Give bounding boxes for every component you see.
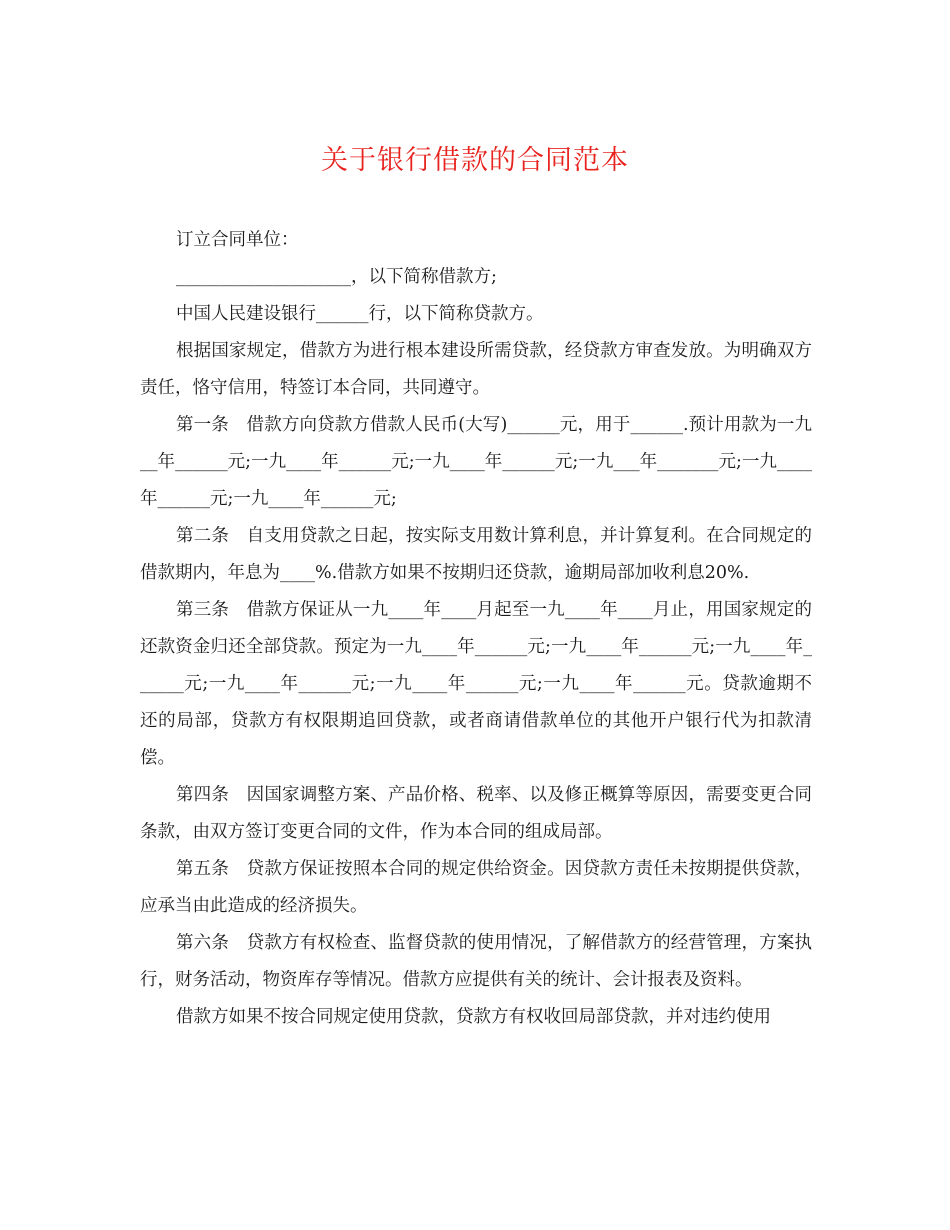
paragraph-article-5: 第五条 贷款方保证按照本合同的规定供给资金。因贷款方责任未按期提供贷款，应承当由此造成的经济损失。	[140, 859, 812, 916]
paragraph-lender: 中国人民建设银行______行，以下简称贷款方。	[176, 304, 544, 324]
paragraph-article-1: 第一条 借款方向贷款方借款人民币(大写)______元，用于______.预计用款为一九__年______元;一九____年______元;一九____年______元;一九___年_______元;一九____年______元;一九____年______元;	[140, 415, 812, 509]
document-body	[140, 222, 812, 1036]
paragraph-article-4: 第四条 因国家调整方案、产品价格、税率、以及修正概算等原因，需要变更合同条款，由双方签订变更合同的文件，作为本合同的组成局部。	[140, 785, 812, 842]
paragraph-article-6-cont: 借款方如果不按合同规定使用贷款，贷款方有权收回局部贷款，并对违约使用	[176, 1007, 771, 1027]
paragraph-contract-parties: 订立合同单位：	[176, 230, 299, 250]
document-title: 关于银行借款的合同范本	[321, 145, 629, 176]
paragraph-article-6: 第六条 贷款方有权检查、监督贷款的使用情况，了解借款方的经营管理，方案执行，财务活动，物资库存等情况。借款方应提供有关的统计、会计报表及资料。	[140, 933, 812, 990]
paragraph-article-3: 第三条 借款方保证从一九____年____月起至一九____年____月止，用国家规定的还款资金归还全部贷款。预定为一九____年______元;一九____年______元;一九____年______元;一九____年______元;一九____年______元;一九____年______元。贷款逾期不还的局部，贷款方有权限期追回贷款，或者商请借款单位的其他开户银行代为扣款清偿。	[140, 600, 812, 768]
paragraph-article-2: 第二条 自支用贷款之日起，按实际支用数计算利息，并计算复利。在合同规定的借款期内，年息为____%.借款方如果不按期归还贷款，逾期局部加收利息20%.	[140, 526, 812, 583]
paragraph-borrower: ____________________，以下简称借款方;	[176, 267, 497, 287]
paragraph-preamble: 根据国家规定，借款方为进行根本建设所需贷款，经贷款方审查发放。为明确双方责任，恪守信用，特签订本合同，共同遵守。	[140, 341, 812, 398]
